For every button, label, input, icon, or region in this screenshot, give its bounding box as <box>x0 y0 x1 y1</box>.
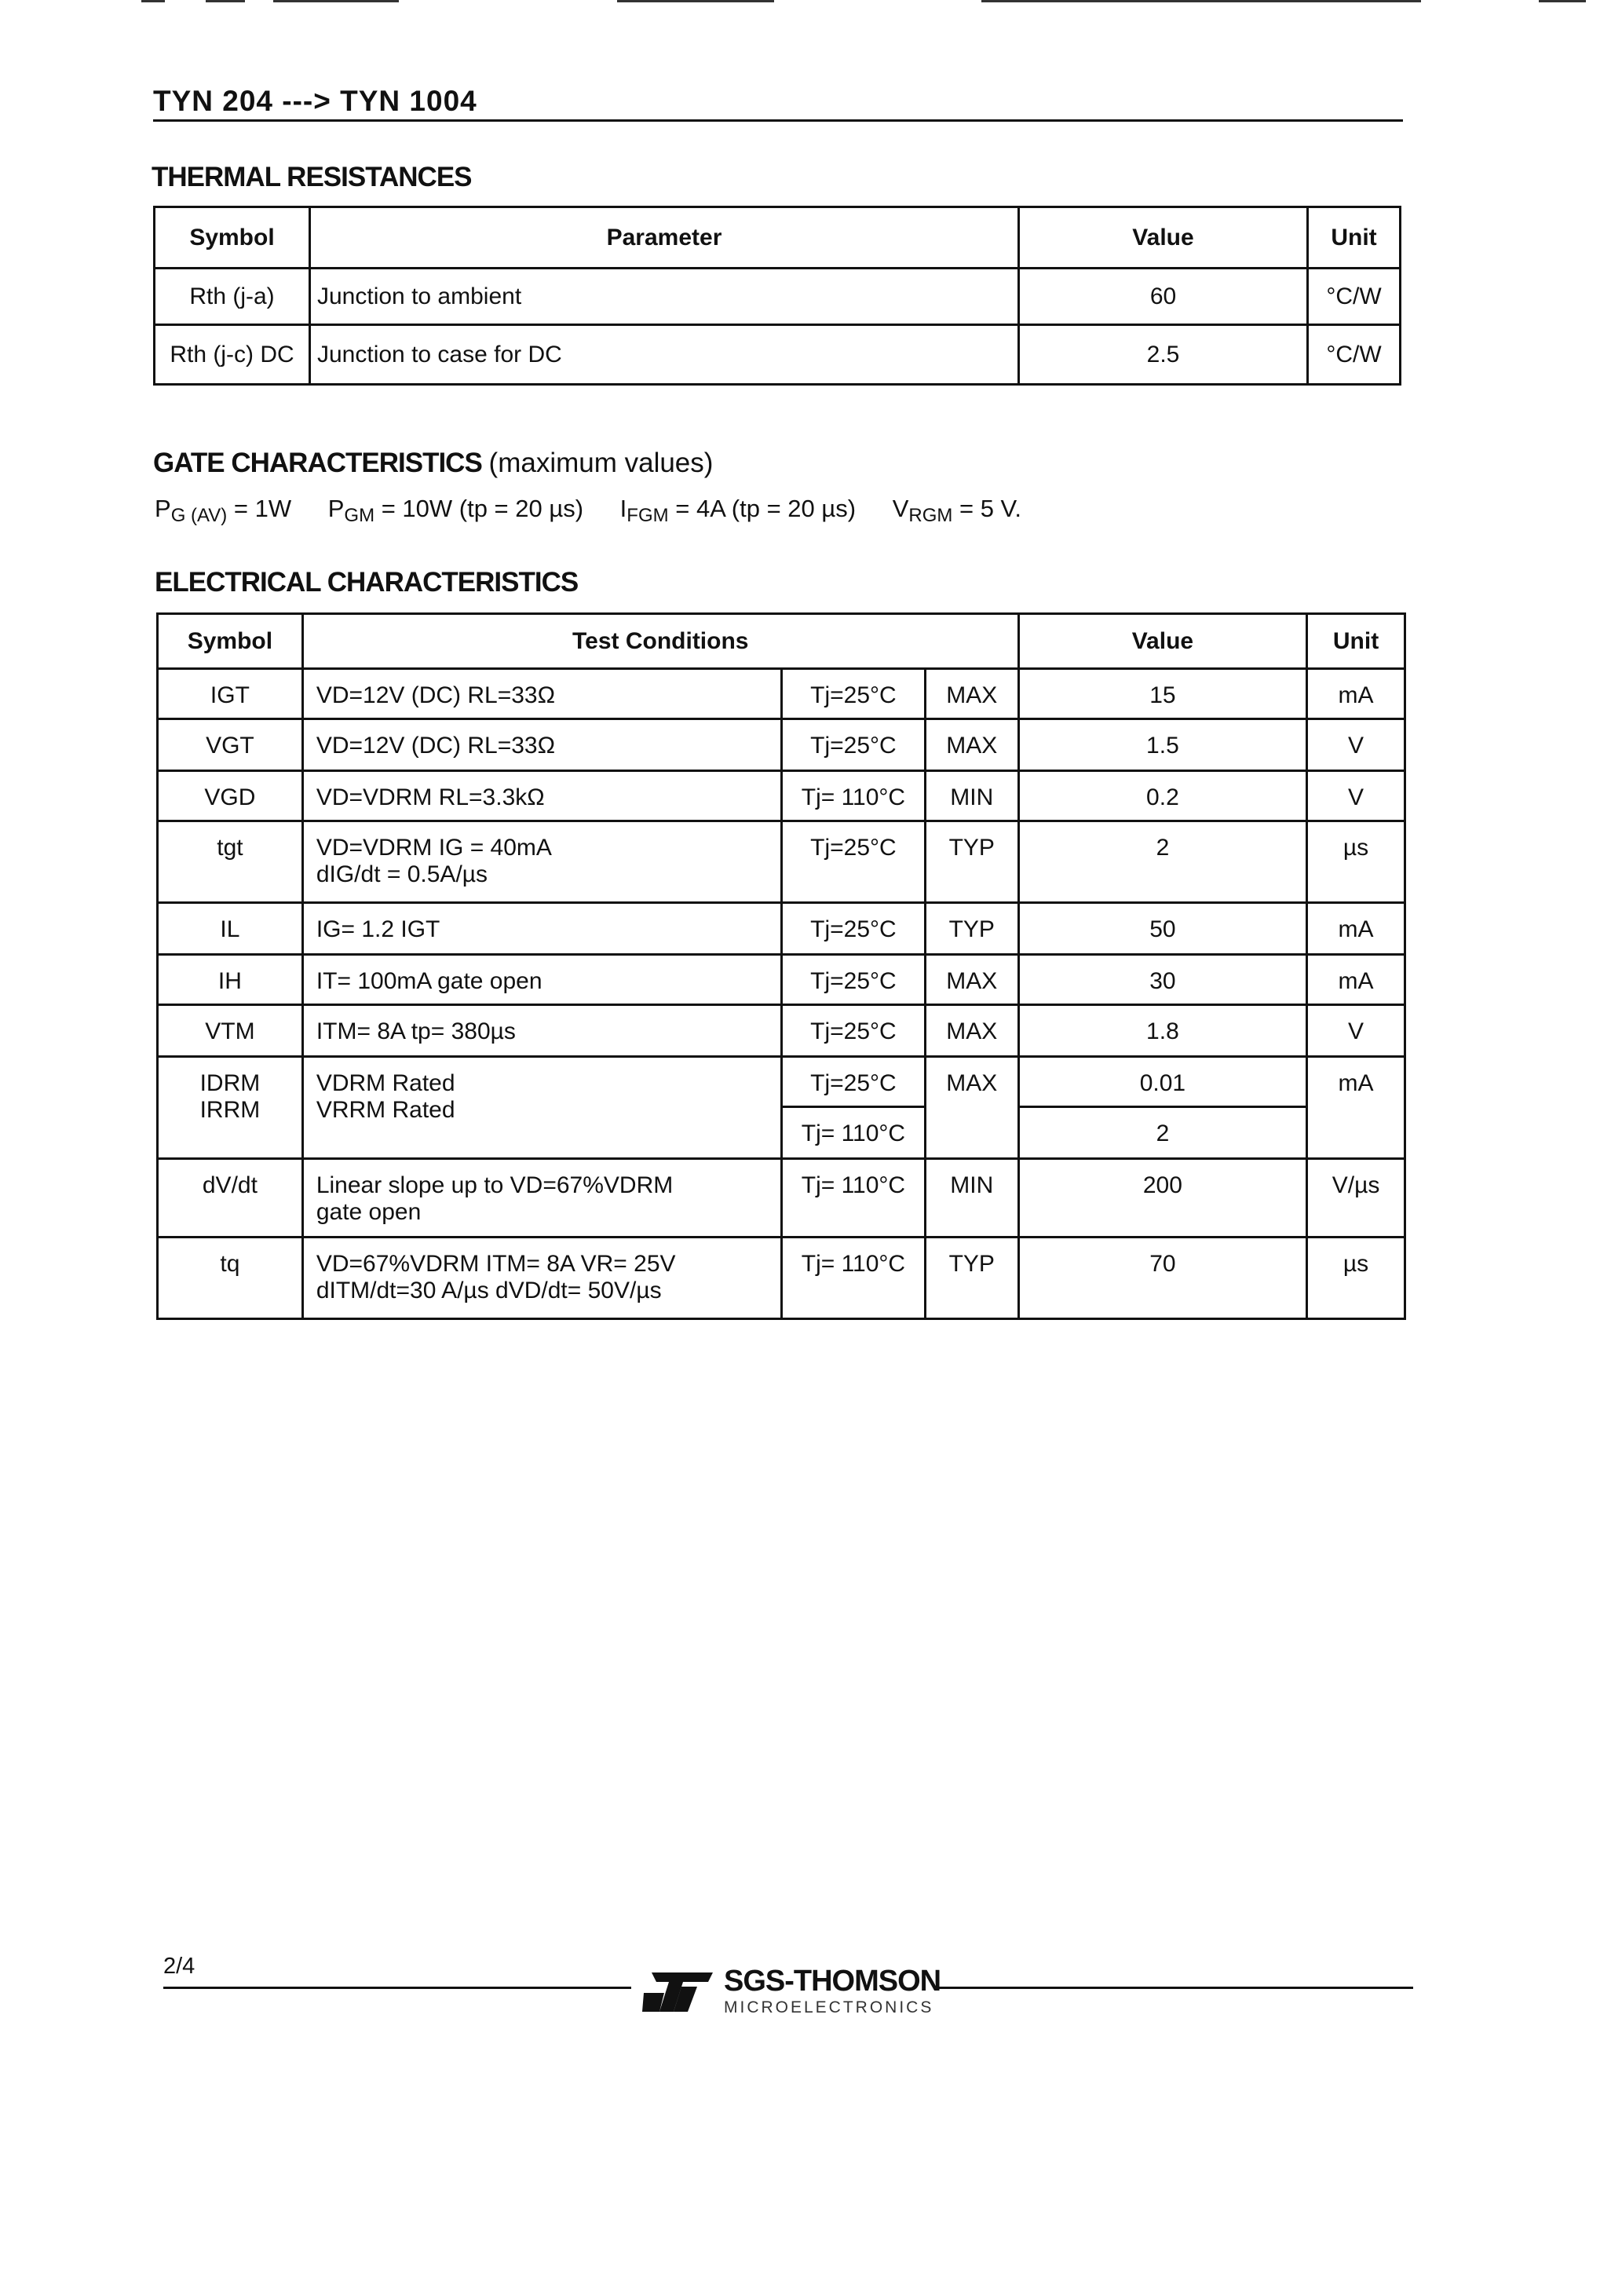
thermal-parameter: Junction to ambient <box>310 269 1019 325</box>
elec-condition: VD=12V (DC) RL=33Ω <box>302 669 781 719</box>
elec-limit: MIN <box>925 771 1018 821</box>
thermal-col-unit: Unit <box>1308 207 1401 269</box>
elec-symbol: VGT <box>158 719 303 771</box>
electrical-section-title: ELECTRICAL CHARACTERISTICS <box>155 567 579 598</box>
page-number: 2/4 <box>163 1954 195 1979</box>
elec-limit: MAX <box>925 719 1018 771</box>
table-row <box>158 903 1405 955</box>
elec-tj: Tj=25°C <box>782 955 926 1005</box>
gate-title: GATE CHARACTERISTICS <box>153 448 482 478</box>
elec-value: 200 <box>1018 1159 1306 1238</box>
footer-rule-left <box>163 1987 631 1989</box>
elec-value: 1.5 <box>1018 719 1306 771</box>
elec-tj: Tj=25°C <box>782 821 926 903</box>
elec-condition: VD=12V (DC) RL=33Ω <box>302 719 781 771</box>
elec-limit: MAX <box>925 1005 1018 1057</box>
elec-condition-line1: VD=67%VDRM ITM= 8A VR= 25V <box>316 1251 676 1277</box>
elec-value: 70 <box>1018 1238 1306 1319</box>
elec-condition-line2: VRRM Rated <box>316 1097 455 1123</box>
scan-artifact <box>273 0 399 2</box>
gate-value-vrgm: $V_{RGM} = 5$ V. <box>892 495 1022 526</box>
elec-value: 1.8 <box>1018 1005 1306 1057</box>
table-row <box>158 955 1405 1005</box>
elec-condition: ITM= 8A tp= 380µs <box>302 1005 781 1057</box>
thermal-col-symbol: Symbol <box>155 207 310 269</box>
elec-symbol: dV/dt <box>158 1159 303 1238</box>
elec-col-conditions: Test Conditions <box>302 614 1018 669</box>
elec-condition: IG= 1.2 IGT <box>302 903 781 955</box>
elec-value: 0.01 <box>1018 1057 1306 1107</box>
elec-limit: MAX <box>925 955 1018 1005</box>
thermal-table <box>153 206 1401 386</box>
elec-unit: V/µs <box>1307 1159 1405 1238</box>
thermal-symbol: Rth (j-a) <box>155 269 310 325</box>
logo-text: SGS-THOMSON <box>724 1965 941 1998</box>
elec-limit: MAX <box>925 669 1018 719</box>
elec-symbol: IL <box>158 903 303 955</box>
elec-symbol-line1: IDRM <box>199 1070 261 1096</box>
elec-symbol: tq <box>158 1238 303 1319</box>
elec-unit: mA <box>1307 903 1405 955</box>
elec-value: 2 <box>1018 821 1306 903</box>
elec-unit: mA <box>1307 955 1405 1005</box>
thermal-section-title: THERMAL RESISTANCES <box>152 162 472 192</box>
elec-condition: VD=VDRM RL=3.3kΩ <box>302 771 781 821</box>
elec-condition: IT= 100mA gate open <box>302 955 781 1005</box>
elec-symbol <box>158 1057 303 1159</box>
elec-tj: Tj= 110°C <box>782 1238 926 1319</box>
table-row <box>155 269 1401 325</box>
scan-artifact <box>617 0 774 2</box>
gate-value-ifgm: $I_{FGM} = 4A$ (tp = 20 µs) <box>619 495 857 526</box>
table-row <box>158 771 1405 821</box>
elec-condition <box>302 821 781 903</box>
scan-artifact <box>206 0 245 2</box>
elec-symbol: tgt <box>158 821 303 903</box>
elec-unit: V <box>1307 771 1405 821</box>
elec-limit: TYP <box>925 821 1018 903</box>
table-row <box>158 1238 1405 1319</box>
elec-condition-line1: VD=VDRM IG = 40mA <box>316 835 552 861</box>
scan-artifact <box>1539 0 1586 2</box>
elec-limit: TYP <box>925 1238 1018 1319</box>
page-header-title: TYN 204 ---> TYN 1004 <box>153 85 477 117</box>
elec-condition <box>302 1159 781 1238</box>
elec-condition-line2: dIG/dt = 0.5A/µs <box>316 861 488 887</box>
elec-tj: Tj= 110°C <box>782 1107 926 1159</box>
elec-tj: Tj=25°C <box>782 719 926 771</box>
elec-symbol: IH <box>158 955 303 1005</box>
elec-unit: µs <box>1307 1238 1405 1319</box>
elec-tj: Tj= 110°C <box>782 771 926 821</box>
elec-value: 50 <box>1018 903 1306 955</box>
elec-condition-line2: gate open <box>316 1199 422 1225</box>
elec-condition-line2: dITM/dt=30 A/µs dVD/dt= 50V/µs <box>316 1278 662 1303</box>
table-row <box>158 1057 1405 1107</box>
electrical-table <box>156 612 1406 1320</box>
elec-value: 0.2 <box>1018 771 1306 821</box>
elec-unit: µs <box>1307 821 1405 903</box>
elec-condition <box>302 1238 781 1319</box>
scan-artifact <box>141 0 165 2</box>
elec-tj: Tj=25°C <box>782 1005 926 1057</box>
elec-col-unit: Unit <box>1307 614 1405 669</box>
thermal-col-parameter: Parameter <box>310 207 1019 269</box>
elec-value: 2 <box>1018 1107 1306 1159</box>
elec-symbol: VGD <box>158 771 303 821</box>
table-row <box>155 325 1401 385</box>
table-row <box>158 669 1405 719</box>
elec-unit: V <box>1307 1005 1405 1057</box>
table-row <box>158 1005 1405 1057</box>
table-row <box>158 821 1405 903</box>
footer-rule-right <box>934 1987 1413 1989</box>
elec-col-symbol: Symbol <box>158 614 303 669</box>
elec-col-value: Value <box>1018 614 1306 669</box>
table-row <box>158 1159 1405 1238</box>
elec-limit: MAX <box>925 1057 1018 1159</box>
elec-value: 30 <box>1018 955 1306 1005</box>
header-rule <box>153 119 1403 122</box>
logo-subtext: MICROELECTRONICS <box>724 1998 934 2016</box>
thermal-parameter: Junction to case for DC <box>310 325 1019 385</box>
elec-condition <box>302 1057 781 1159</box>
elec-unit: mA <box>1307 1057 1405 1159</box>
gate-note: (maximum values) <box>488 448 714 478</box>
gate-value-pgm: $P_{GM} = 10W$ (tp = 20 µs) <box>327 495 584 526</box>
elec-unit: V <box>1307 719 1405 771</box>
scan-artifact <box>981 0 1421 2</box>
gate-values-line <box>155 495 1051 527</box>
thermal-symbol: Rth (j-c) DC <box>155 325 310 385</box>
elec-symbol: VTM <box>158 1005 303 1057</box>
thermal-col-value: Value <box>1019 207 1308 269</box>
thermal-unit: °C/W <box>1308 325 1401 385</box>
elec-tj: Tj=25°C <box>782 1057 926 1107</box>
elec-tj: Tj=25°C <box>782 669 926 719</box>
elec-tj: Tj=25°C <box>782 903 926 955</box>
st-logo-icon <box>642 1969 714 2015</box>
thermal-value: 2.5 <box>1019 325 1308 385</box>
elec-tj: Tj= 110°C <box>782 1159 926 1238</box>
thermal-value: 60 <box>1019 269 1308 325</box>
thermal-unit: °C/W <box>1308 269 1401 325</box>
elec-unit: mA <box>1307 669 1405 719</box>
gate-section-title <box>153 448 713 479</box>
gate-value-pg: $P_{G (AV)} = 1W$ <box>155 495 292 526</box>
elec-symbol-line2: IRRM <box>199 1097 261 1123</box>
elec-condition-line1: Linear slope up to VD=67%VDRM <box>316 1172 674 1198</box>
elec-condition-line1: VDRM Rated <box>316 1070 455 1096</box>
table-row <box>158 719 1405 771</box>
elec-limit: TYP <box>925 903 1018 955</box>
elec-limit: MIN <box>925 1159 1018 1238</box>
elec-symbol: IGT <box>158 669 303 719</box>
elec-value: 15 <box>1018 669 1306 719</box>
